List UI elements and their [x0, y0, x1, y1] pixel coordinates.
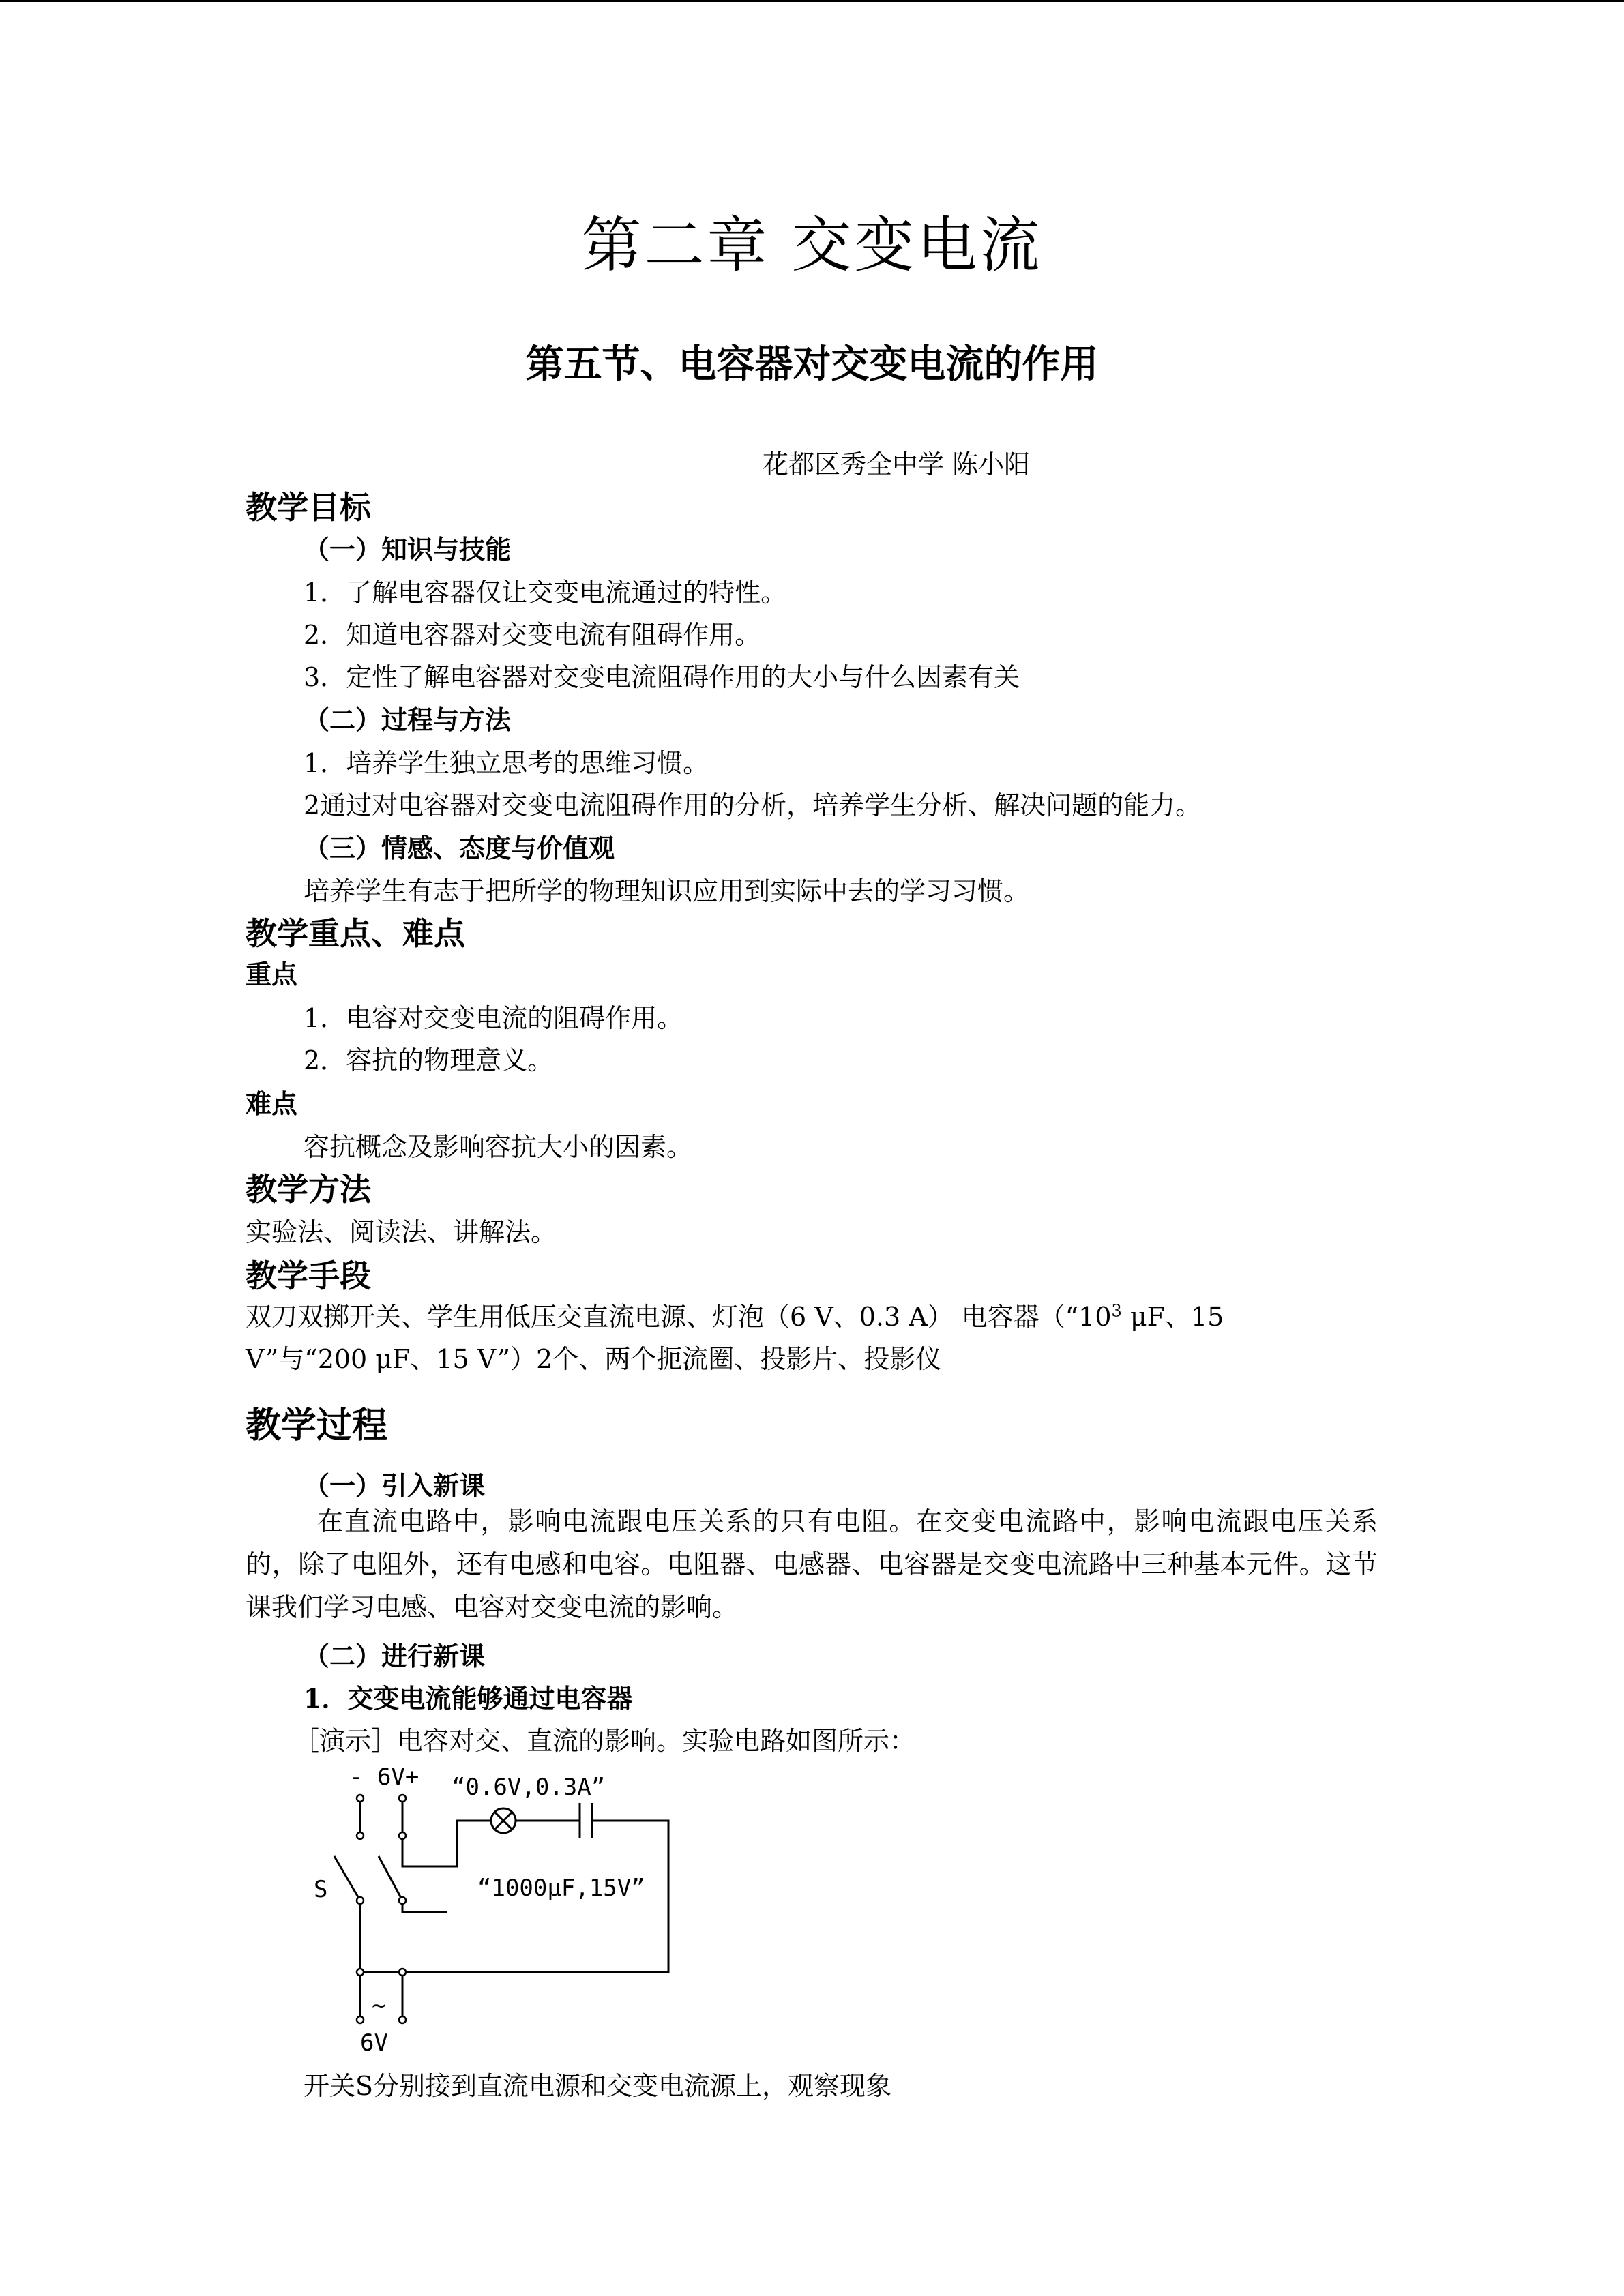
knowledge-item: 2．知道电容器对交变电流有阻碍作用。 — [304, 620, 761, 650]
tools-superscript: 3 — [1111, 1301, 1122, 1321]
switch-blade-right — [379, 1856, 402, 1900]
tools-line-2: V”与“200 μF、15 V”）2个、两个扼流圈、投影片、投影仪 — [246, 1344, 942, 1374]
ac-source-label: 6V — [360, 2029, 388, 2057]
wire-upper — [402, 1821, 491, 1866]
difficulty-label: 难点 — [246, 1088, 298, 1119]
observe-text: 开关S分别接到直流电源和交变电流源上，观察现象 — [304, 2071, 892, 2101]
switch-label: S — [314, 1876, 328, 1903]
difficulty-text: 容抗概念及影响容抗大小的因素。 — [304, 1132, 693, 1162]
methods-text: 实验法、阅读法、讲解法。 — [246, 1217, 557, 1247]
knowledge-heading: （一）知识与技能 — [304, 534, 512, 565]
objectives-heading: 教学目标 — [246, 489, 371, 526]
process-item: 2通过对电容器对交变电流阻碍作用的分析，培养学生分析、解决问题的能力。 — [304, 790, 1202, 820]
tools-heading: 教学手段 — [246, 1257, 371, 1294]
process-item: 1．培养学生独立思考的思维习惯。 — [304, 748, 709, 778]
page-top-border — [0, 0, 1624, 2]
intro-paragraph: 在直流电路中，影响电流跟电压关系的只有电阻。在交变电流路中，影响电流跟电压关系的，除了电阻外，还有电感和电容。电阻器、电感器、电容器是交变电流路中三种基本元件。这节课我们学习电感、电容对交变电流的影响。 — [246, 1506, 1378, 1622]
terminal-dot — [399, 1832, 406, 1839]
circuit-diagram — [300, 1761, 682, 2061]
tools-line-1-a: 双刀双掷开关、学生用低压交直流电源、灯泡（6 V、0.3 A） 电容器（“10 — [246, 1302, 1112, 1332]
terminal-dot — [357, 2016, 364, 2023]
terminal-dot — [357, 1832, 364, 1839]
knowledge-item: 3．定性了解电容器对交变电流阻碍作用的大小与什么因素有关 — [304, 662, 1020, 692]
switch-blade-left — [334, 1856, 360, 1900]
process-section-heading: 教学过程 — [246, 1405, 388, 1446]
author-line: 花都区秀全中学 陈小阳 — [763, 449, 1031, 479]
tools-line-1-b: μF、15 — [1121, 1302, 1224, 1332]
demo-text: ［演示］电容对交、直流的影响。实验电路如图所示： — [293, 1726, 916, 1756]
focus-item: 1．电容对交变电流的阻碍作用。 — [304, 1003, 683, 1033]
section-title: 第五节、电容器对交变电流的作用 — [525, 342, 1099, 387]
terminal-dot — [357, 1795, 364, 1802]
emotion-text: 培养学生有志于把所学的物理知识应用到实际中去的学习习惯。 — [304, 876, 1030, 906]
key-points-heading: 教学重点、难点 — [246, 915, 465, 952]
wire-switch-right — [402, 1903, 447, 1912]
focus-label: 重点 — [246, 959, 298, 989]
terminal-dot — [399, 1897, 406, 1904]
new-lesson-heading: （二）进行新课 — [304, 1641, 486, 1671]
terminal-dot — [399, 1969, 406, 1976]
capacitor-label: “1000μF,15V” — [477, 1875, 645, 1902]
emotion-heading: （三）情感、态度与价值观 — [304, 833, 615, 863]
process-heading: （二）过程与方法 — [304, 704, 512, 735]
point1-heading: 1．交变电流能够通过电容器 — [304, 1683, 633, 1714]
terminal-dot — [399, 2016, 406, 2023]
knowledge-item: 1．了解电容器仅让交变电流通过的特性。 — [304, 578, 787, 608]
tools-line-1 — [246, 1296, 1224, 1333]
terminal-dot — [357, 1969, 364, 1976]
terminal-dot — [357, 1897, 364, 1904]
dc-source-label: - 6V+ — [349, 1763, 419, 1791]
lamp-label: “0.6V,0.3A” — [452, 1774, 606, 1801]
ac-symbol: ~ — [372, 1992, 386, 2019]
methods-heading: 教学方法 — [246, 1171, 371, 1208]
focus-item: 2．容抗的物理意义。 — [304, 1045, 554, 1075]
terminal-dot — [399, 1795, 406, 1802]
intro-heading: （一）引入新课 — [304, 1470, 486, 1501]
chapter-title: 第二章 交变电流 — [581, 210, 1043, 280]
